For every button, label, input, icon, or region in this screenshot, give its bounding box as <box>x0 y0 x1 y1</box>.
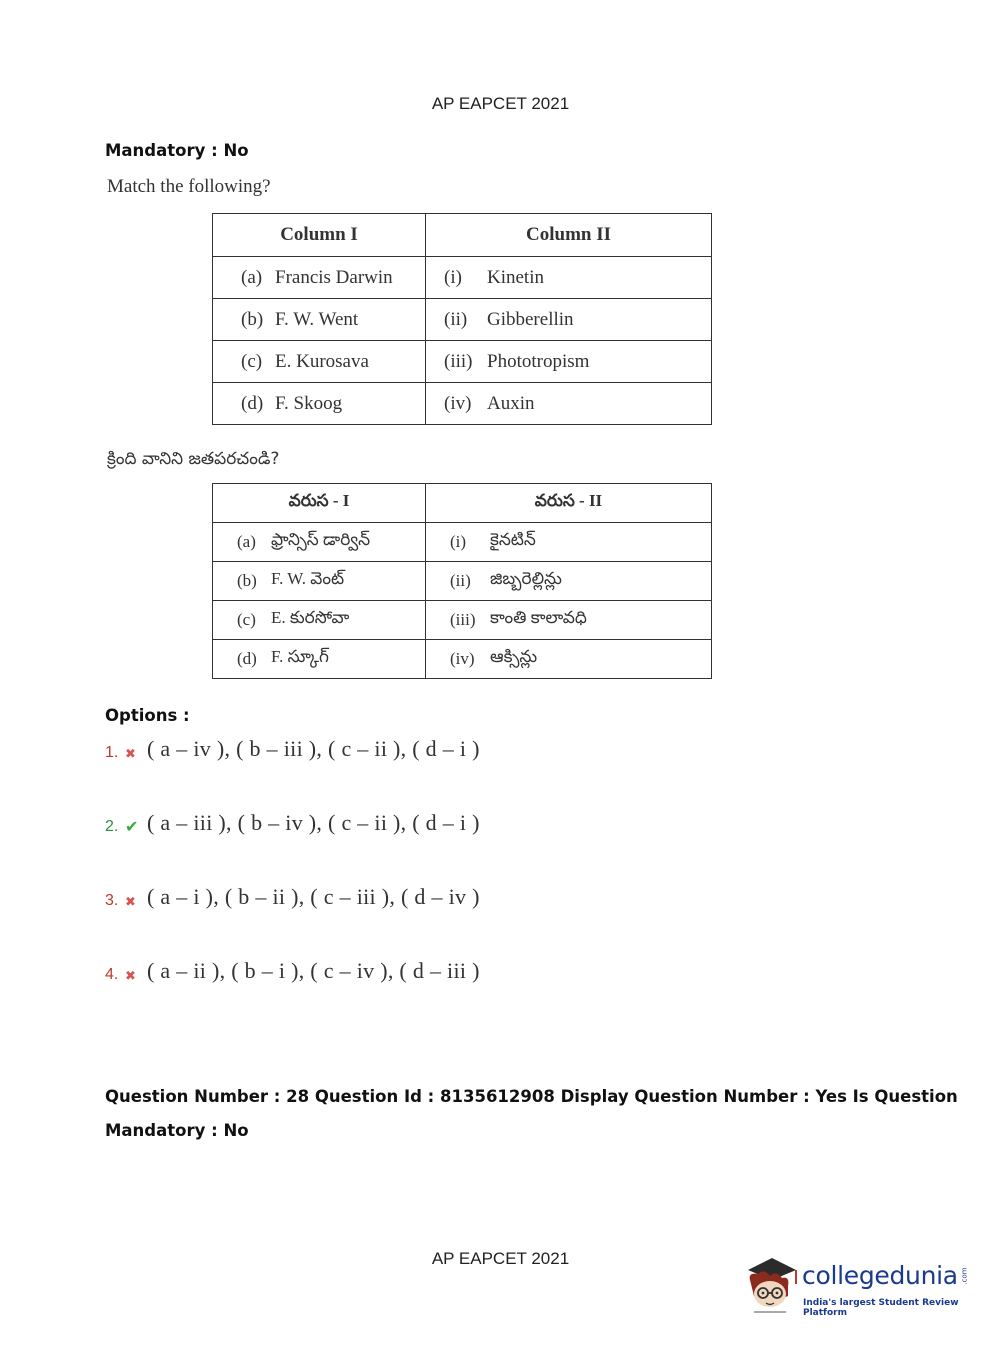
logo-tagline: India's largest Student Review Platform <box>803 1298 959 1318</box>
row-label: (iii) <box>444 350 473 372</box>
table-row <box>213 383 712 425</box>
wrong-mark-icon: ✖ <box>125 747 136 762</box>
next-question-info: Question Number : 28 Question Id : 8135612908 Display Question Number : Yes Is Question <box>105 1087 958 1106</box>
option-1[interactable] <box>105 736 480 762</box>
row-label: (a) <box>237 532 256 551</box>
option-text: ( a – i ), ( b – ii ), ( c – iii ), ( d – iv ) <box>147 884 480 909</box>
row-label: (iv) <box>444 392 472 414</box>
row-item: Gibberellin <box>487 308 574 330</box>
option-text: ( a – iv ), ( b – iii ), ( c – ii ), ( d – i ) <box>147 736 480 761</box>
option-4[interactable] <box>105 958 480 984</box>
row-item: Francis Darwin <box>275 266 393 288</box>
row-label: (iii) <box>450 610 476 629</box>
row-item: ఫ్రాన్సిస్ డార్విన్ <box>271 530 371 549</box>
row-item: E. Kurosava <box>275 350 369 372</box>
row-label: (b) <box>237 571 257 590</box>
row-label: (b) <box>241 308 264 330</box>
option-number: 4. <box>105 966 119 983</box>
options-label: Options : <box>105 706 190 725</box>
table-row <box>213 562 712 601</box>
row-item: Kinetin <box>487 266 544 288</box>
row-label: (c) <box>237 610 256 629</box>
question-prompt-telugu: క్రింది వానిని జతపరచండి? <box>107 449 280 469</box>
row-item: F. Skoog <box>275 392 343 414</box>
collegedunia-logo <box>742 1248 972 1318</box>
match-table-telugu <box>212 483 712 679</box>
next-question-mandatory: Mandatory : No <box>105 1121 249 1140</box>
wrong-mark-icon: ✖ <box>125 969 136 984</box>
option-number: 2. <box>105 818 119 835</box>
table-row <box>213 299 712 341</box>
row-label: (i) <box>450 532 467 551</box>
row-item: Phototropism <box>487 350 590 372</box>
table-row <box>213 341 712 383</box>
column-1-header: Column I <box>213 214 426 257</box>
mandatory-line: Mandatory : No <box>105 141 249 160</box>
match-table-english <box>212 213 712 425</box>
row-label: (ii) <box>450 571 471 590</box>
row-label: (d) <box>241 392 264 414</box>
row-label: (i) <box>444 266 462 288</box>
row-item: కాంతి కాలావధి <box>490 608 587 627</box>
page-footer-title: AP EAPCET 2021 <box>431 1249 570 1268</box>
correct-check-icon: ✔ <box>125 817 139 836</box>
option-text: ( a – ii ), ( b – i ), ( c – iv ), ( d – iii ) <box>147 958 480 983</box>
option-2[interactable] <box>105 810 480 836</box>
row-item: E. కురసోవా <box>271 608 350 627</box>
option-3[interactable] <box>105 884 480 910</box>
table-row <box>213 257 712 299</box>
logo-suffix: .com <box>960 1267 969 1285</box>
row-item: F. W. వెంట్ <box>271 569 345 588</box>
table-row <box>213 640 712 679</box>
question-prompt-english: Match the following? <box>107 176 271 197</box>
column-2-header: Column II <box>426 214 712 257</box>
row-item: జిబ్బరెల్లిన్లు <box>490 569 562 588</box>
wrong-mark-icon: ✖ <box>125 895 136 910</box>
row-label: (a) <box>241 266 263 288</box>
row-item: F. W. Went <box>275 308 359 330</box>
option-number: 1. <box>105 744 119 761</box>
option-number: 3. <box>105 892 119 909</box>
row-label: (c) <box>241 350 263 372</box>
mascot-icon <box>742 1252 800 1314</box>
row-label: (iv) <box>450 649 475 668</box>
row-item: Auxin <box>487 392 535 414</box>
row-label: (d) <box>237 649 257 668</box>
option-text: ( a – iii ), ( b – iv ), ( c – ii ), ( d – i ) <box>147 810 480 835</box>
row-item: కైనటిన్ <box>490 530 536 549</box>
logo-wordmark: collegedunia <box>802 1261 958 1290</box>
column-2-header: వరుస - II <box>426 484 712 523</box>
row-label: (ii) <box>444 308 468 330</box>
row-item: F. స్కూగ్ <box>271 647 329 666</box>
row-item: ఆక్సిన్లు <box>490 647 538 666</box>
column-1-header: వరుస - I <box>213 484 426 523</box>
page-header-title: AP EAPCET 2021 <box>431 94 570 113</box>
table-row <box>213 601 712 640</box>
table-row <box>213 523 712 562</box>
